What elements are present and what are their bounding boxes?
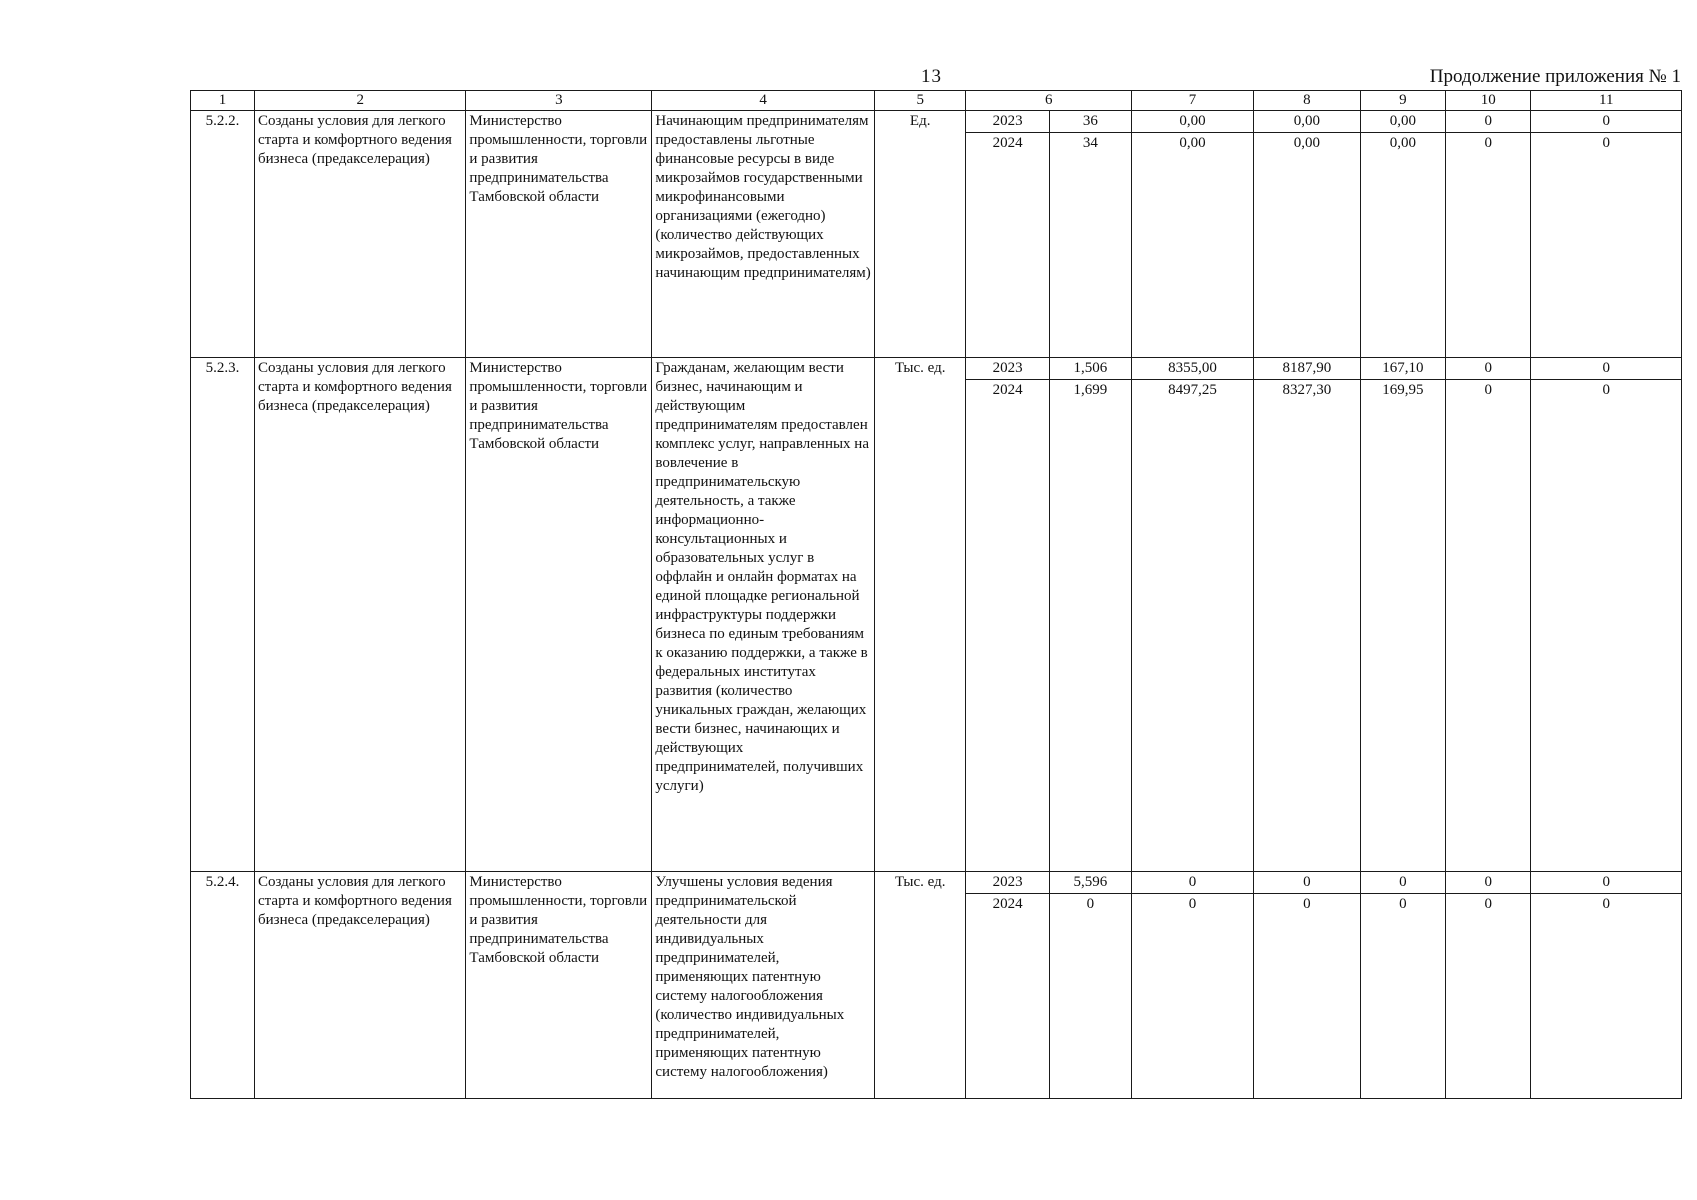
column-header: 1	[191, 91, 255, 111]
value-cell: 34	[1049, 133, 1131, 358]
year-cell: 2023	[966, 872, 1049, 894]
column-header: 6	[966, 91, 1132, 111]
col10-cell: 0	[1446, 380, 1531, 872]
table-row	[191, 111, 1682, 133]
col8-cell: 0	[1254, 872, 1361, 894]
col9-cell: 167,10	[1360, 358, 1445, 380]
col10-cell: 0	[1446, 894, 1531, 1099]
col8-cell: 8187,90	[1254, 358, 1361, 380]
col11-cell: 0	[1531, 894, 1682, 1099]
value-cell: 0	[1049, 894, 1131, 1099]
description-cell: Улучшены условия ведения предпринимательской деятельности для индивидуальных предпринимателей, применяющих патентную систему налогообложения (количество индивидуальных предпринимателей, применяющих патентную систему налогообложения)	[652, 872, 875, 1099]
col11-cell: 0	[1531, 872, 1682, 894]
page-number: 13	[921, 66, 942, 87]
description-cell: Начинающим предпринимателям предоставлены льготные финансовые ресурсы в виде микрозаймов государственными микрофинансовыми организациями (ежегодно) (количество действующих микрозаймов, предоставленных начинающим предпринимателям)	[652, 111, 875, 358]
result-cell: Созданы условия для легкого старта и комфортного ведения бизнеса (предакселерация)	[255, 111, 466, 358]
year-cell: 2024	[966, 380, 1049, 872]
col9-cell: 0,00	[1360, 133, 1445, 358]
column-header: 4	[652, 91, 875, 111]
col7-cell: 0,00	[1132, 133, 1254, 358]
appendix-continuation-label: Продолжение приложения № 1	[1429, 66, 1681, 87]
col8-cell: 0,00	[1254, 111, 1361, 133]
col10-cell: 0	[1446, 133, 1531, 358]
col8-cell: 0,00	[1254, 133, 1361, 358]
table-row	[191, 872, 1682, 894]
col7-cell: 0	[1132, 894, 1254, 1099]
col7-cell: 0,00	[1132, 111, 1254, 133]
column-header: 10	[1446, 91, 1531, 111]
value-cell: 5,596	[1049, 872, 1131, 894]
description-cell: Гражданам, желающим вести бизнес, начинающим и действующим предпринимателям предоставлен комплекс услуг, направленных на вовлечение в предпринимательскую деятельность, а также информационно-консультационных и образовательных услуг в оффлайн и онлайн форматах на единой площадке региональной инфраструктуры поддержки бизнеса по единым требованиям к оказанию поддержки, а также в федеральных институтах развития (количество уникальных граждан, желающих вести бизнес, начинающих и действующих предпринимателей, получивших услуги)	[652, 358, 875, 872]
responsible-cell: Министерство промышленности, торговли и развития предпринимательства Тамбовской области	[466, 872, 652, 1099]
col7-cell: 8355,00	[1132, 358, 1254, 380]
col9-cell: 169,95	[1360, 380, 1445, 872]
col11-cell: 0	[1531, 358, 1682, 380]
value-cell: 1,506	[1049, 358, 1131, 380]
col10-cell: 0	[1446, 872, 1531, 894]
col9-cell: 0,00	[1360, 111, 1445, 133]
col10-cell: 0	[1446, 358, 1531, 380]
result-cell: Созданы условия для легкого старта и комфортного ведения бизнеса (предакселерация)	[255, 872, 466, 1099]
col7-cell: 8497,25	[1132, 380, 1254, 872]
unit-cell: Ед.	[874, 111, 965, 358]
col11-cell: 0	[1531, 380, 1682, 872]
col8-cell: 8327,30	[1254, 380, 1361, 872]
col11-cell: 0	[1531, 111, 1682, 133]
value-cell: 36	[1049, 111, 1131, 133]
col9-cell: 0	[1360, 872, 1445, 894]
column-header: 11	[1531, 91, 1682, 111]
column-header: 8	[1254, 91, 1361, 111]
col11-cell: 0	[1531, 133, 1682, 358]
column-header: 9	[1360, 91, 1445, 111]
col9-cell: 0	[1360, 894, 1445, 1099]
appendix-table	[190, 90, 1682, 1099]
responsible-cell: Министерство промышленности, торговли и развития предпринимательства Тамбовской области	[466, 358, 652, 872]
row-number: 5.2.4.	[191, 872, 255, 1099]
table-row	[191, 358, 1682, 380]
row-number: 5.2.2.	[191, 111, 255, 358]
col8-cell: 0	[1254, 894, 1361, 1099]
year-cell: 2023	[966, 111, 1049, 133]
column-number-header-row	[191, 91, 1682, 111]
row-number: 5.2.3.	[191, 358, 255, 872]
col7-cell: 0	[1132, 872, 1254, 894]
col10-cell: 0	[1446, 111, 1531, 133]
year-cell: 2024	[966, 894, 1049, 1099]
column-header: 5	[874, 91, 965, 111]
column-header: 7	[1132, 91, 1254, 111]
year-cell: 2024	[966, 133, 1049, 358]
column-header: 2	[255, 91, 466, 111]
responsible-cell: Министерство промышленности, торговли и развития предпринимательства Тамбовской области	[466, 111, 652, 358]
unit-cell: Тыс. ед.	[874, 358, 965, 872]
result-cell: Созданы условия для легкого старта и комфортного ведения бизнеса (предакселерация)	[255, 358, 466, 872]
year-cell: 2023	[966, 358, 1049, 380]
value-cell: 1,699	[1049, 380, 1131, 872]
unit-cell: Тыс. ед.	[874, 872, 965, 1099]
column-header: 3	[466, 91, 652, 111]
